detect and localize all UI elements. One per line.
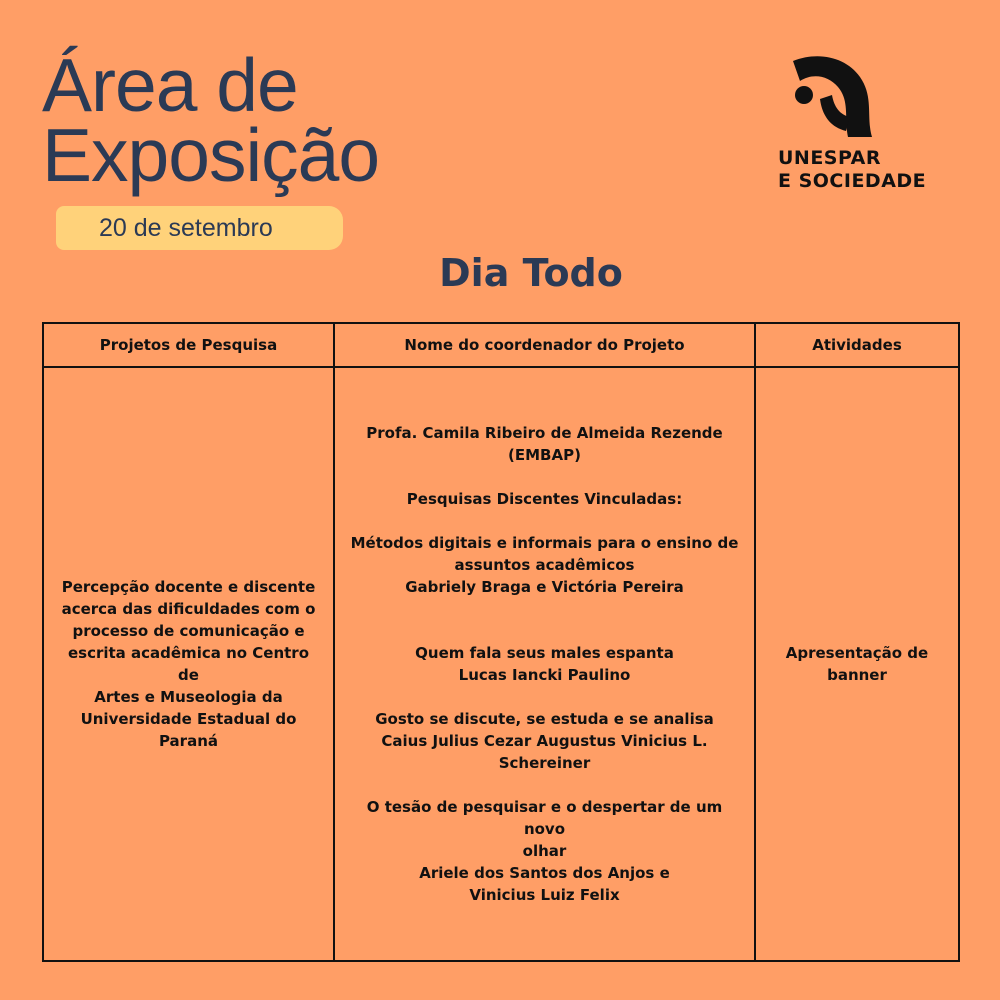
research-authors: Ariele dos Santos dos Anjos e [419, 864, 670, 882]
page-title [42, 43, 380, 197]
table-row [43, 367, 959, 961]
project-line: acerca das dificuldades com o [61, 600, 316, 618]
project-line: processo de comunicação e [72, 622, 305, 640]
research-title: olhar [522, 842, 567, 860]
research-authors: Caius Julius Cezar Augustus Vinicius L. [381, 732, 708, 750]
date-badge: 20 de setembro [56, 206, 343, 250]
logo-line-1: UNESPAR [778, 147, 882, 169]
coordinator-name: Profa. Camila Ribeiro de Almeida Rezende [366, 424, 723, 442]
project-line: escrita acadêmica no Centro de [67, 644, 310, 684]
research-title: assuntos acadêmicos [454, 556, 635, 574]
project-line: Percepção docente e discente [61, 578, 316, 596]
table-header-row [43, 323, 959, 367]
column-header-activities: Atividades [755, 323, 959, 367]
unespar-logo [760, 55, 930, 195]
coordinator-institution: (EMBAP) [508, 446, 581, 464]
column-header-projects: Projetos de Pesquisa [43, 323, 334, 367]
unespar-logo-mark-icon [788, 55, 883, 140]
activity-line: Apresentação de [785, 644, 929, 662]
research-title: Quem fala seus males espanta [415, 644, 674, 662]
coordinator-cell [334, 367, 755, 961]
schedule-table [42, 322, 960, 962]
title-line-1: Área de [42, 43, 298, 127]
research-title: O tesão de pesquisar e o despertar de um novo [366, 798, 723, 838]
activity-line: banner [827, 666, 887, 684]
project-line: Universidade Estadual do [80, 710, 297, 728]
project-cell [43, 367, 334, 961]
research-authors: Gabriely Braga e Victória Pereira [405, 578, 684, 596]
research-authors: Vinicius Luiz Felix [469, 886, 620, 904]
title-line-2: Exposição [42, 113, 380, 197]
project-line: Paraná [158, 732, 219, 750]
section-title: Dia Todo [439, 251, 623, 295]
logo-text [778, 147, 926, 193]
logo-line-2: E SOCIEDADE [778, 170, 927, 192]
activity-cell [755, 367, 959, 961]
linked-research-heading: Pesquisas Discentes Vinculadas: [406, 490, 683, 508]
research-authors: Lucas Iancki Paulino [458, 666, 631, 684]
column-header-coordinator: Nome do coordenador do Projeto [334, 323, 755, 367]
research-title: Métodos digitais e informais para o ensino de [350, 534, 739, 552]
project-line: Artes e Museologia da [94, 688, 283, 706]
research-authors: Schereiner [498, 754, 591, 772]
research-title: Gosto se discute, se estuda e se analisa [375, 710, 714, 728]
